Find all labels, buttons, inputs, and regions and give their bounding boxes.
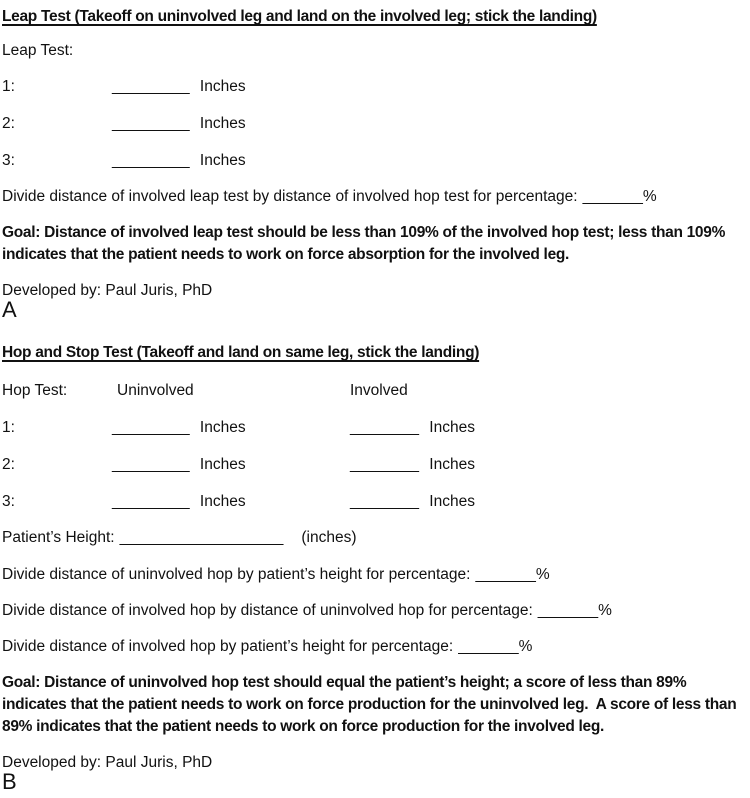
divide-text: Divide distance of involved hop by distance of uninvolved hop for percentage: <box>2 602 533 619</box>
leap-test-section <box>2 6 748 322</box>
fill-in-blank: _______ <box>582 188 643 205</box>
inches-label: Inches <box>199 493 246 510</box>
uninvolved-measurement-cell <box>112 417 246 439</box>
percent-sign: % <box>642 188 657 205</box>
trial-number: 2: <box>2 456 15 473</box>
fill-in-blank: _______ <box>458 638 519 655</box>
inches-label: Inches <box>199 115 246 132</box>
fill-in-blank: ________ <box>350 456 419 473</box>
fill-in-blank: _________ <box>112 493 190 510</box>
fill-in-blank: _________ <box>112 78 190 95</box>
involved-measurement-cell <box>350 417 475 439</box>
leap-trial-row-1 <box>2 76 748 98</box>
inches-label: Inches <box>429 419 475 436</box>
uninvolved-column-header: Uninvolved <box>117 382 194 399</box>
leap-trial-row-3 <box>2 150 748 172</box>
patient-height-row <box>2 527 748 549</box>
leap-test-heading: Leap Test (Takeoff on uninvolved leg and land on the involved leg; stick the landing) <box>2 8 597 25</box>
panel-label-a: A <box>2 297 17 322</box>
hop-trial-row-3 <box>2 491 748 513</box>
hop-credit-line: Developed by: Paul Juris, PhD <box>2 754 213 771</box>
uninvolved-measurement-cell <box>112 454 246 476</box>
inches-label: Inches <box>199 456 246 473</box>
hop-divide-instruction-3 <box>2 636 748 658</box>
fill-in-blank: _________ <box>112 419 190 436</box>
inches-label: Inches <box>429 456 475 473</box>
measurement-cell <box>112 113 246 135</box>
leap-divide-instruction <box>2 186 748 208</box>
divide-text: Divide distance of uninvolved hop by patient’s height for percentage: <box>2 566 471 583</box>
leap-test-label: Leap Test: <box>2 42 74 59</box>
fill-in-blank: _________ <box>112 152 190 169</box>
fill-in-blank: _______ <box>537 602 599 619</box>
divide-text: Divide distance of involved leap test by distance of involved hop test for percentage: <box>2 188 578 205</box>
hop-stop-test-section <box>2 342 748 794</box>
measurement-cell <box>112 150 246 172</box>
percent-sign: % <box>518 638 533 655</box>
panel-label-b: B <box>2 769 17 794</box>
leap-credit-line: Developed by: Paul Juris, PhD <box>2 282 213 299</box>
hop-divide-instruction-1 <box>2 564 748 586</box>
inches-label: Inches <box>199 419 246 436</box>
inches-label: Inches <box>429 493 475 510</box>
trial-number: 3: <box>2 493 15 510</box>
inches-parenthetical: (inches) <box>301 529 357 546</box>
hop-stop-heading: Hop and Stop Test (Takeoff and land on same leg, stick the landing) <box>2 344 480 361</box>
trial-number: 3: <box>2 152 15 169</box>
percent-sign: % <box>535 566 550 583</box>
involved-measurement-cell <box>350 454 475 476</box>
divide-text: Divide distance of involved hop by patient’s height for percentage: <box>2 638 454 655</box>
trial-number: 1: <box>2 419 15 436</box>
hop-trial-row-2 <box>2 454 748 476</box>
involved-column-header: Involved <box>350 382 408 399</box>
uninvolved-measurement-cell <box>112 491 246 513</box>
fill-in-blank: _______ <box>475 566 536 583</box>
trial-number: 1: <box>2 78 15 95</box>
hop-column-header-row <box>2 380 748 402</box>
hop-divide-instruction-2 <box>2 600 748 622</box>
patient-height-label: Patient’s Height: <box>2 529 115 546</box>
fill-in-blank: ________ <box>350 419 419 436</box>
fill-in-blank: ________ <box>350 493 419 510</box>
hop-trial-row-1 <box>2 417 748 439</box>
fill-in-blank: _________ <box>112 115 190 132</box>
hop-test-label: Hop Test: <box>2 382 68 399</box>
involved-measurement-cell <box>350 491 475 513</box>
percent-sign: % <box>598 602 612 619</box>
inches-label: Inches <box>199 78 246 95</box>
fill-in-blank: _________ <box>112 456 190 473</box>
hop-goal-text: Goal: Distance of uninvolved hop test should equal the patient’s height; a score of less than 89% indicates that the patient needs to work on force production for the uninvolved leg. A score of less than 89% indicates that the patient needs to work on force production for the involved leg. <box>2 674 741 735</box>
inches-label: Inches <box>199 152 246 169</box>
leap-trial-row-2 <box>2 113 748 135</box>
trial-number: 2: <box>2 115 15 132</box>
fill-in-blank: ___________________ <box>119 529 284 546</box>
leap-goal-text: Goal: Distance of involved leap test should be less than 109% of the involved hop test; less than 109% indicates that the patient needs to work on force absorption for the involved leg. <box>2 224 730 263</box>
measurement-cell <box>112 76 246 98</box>
